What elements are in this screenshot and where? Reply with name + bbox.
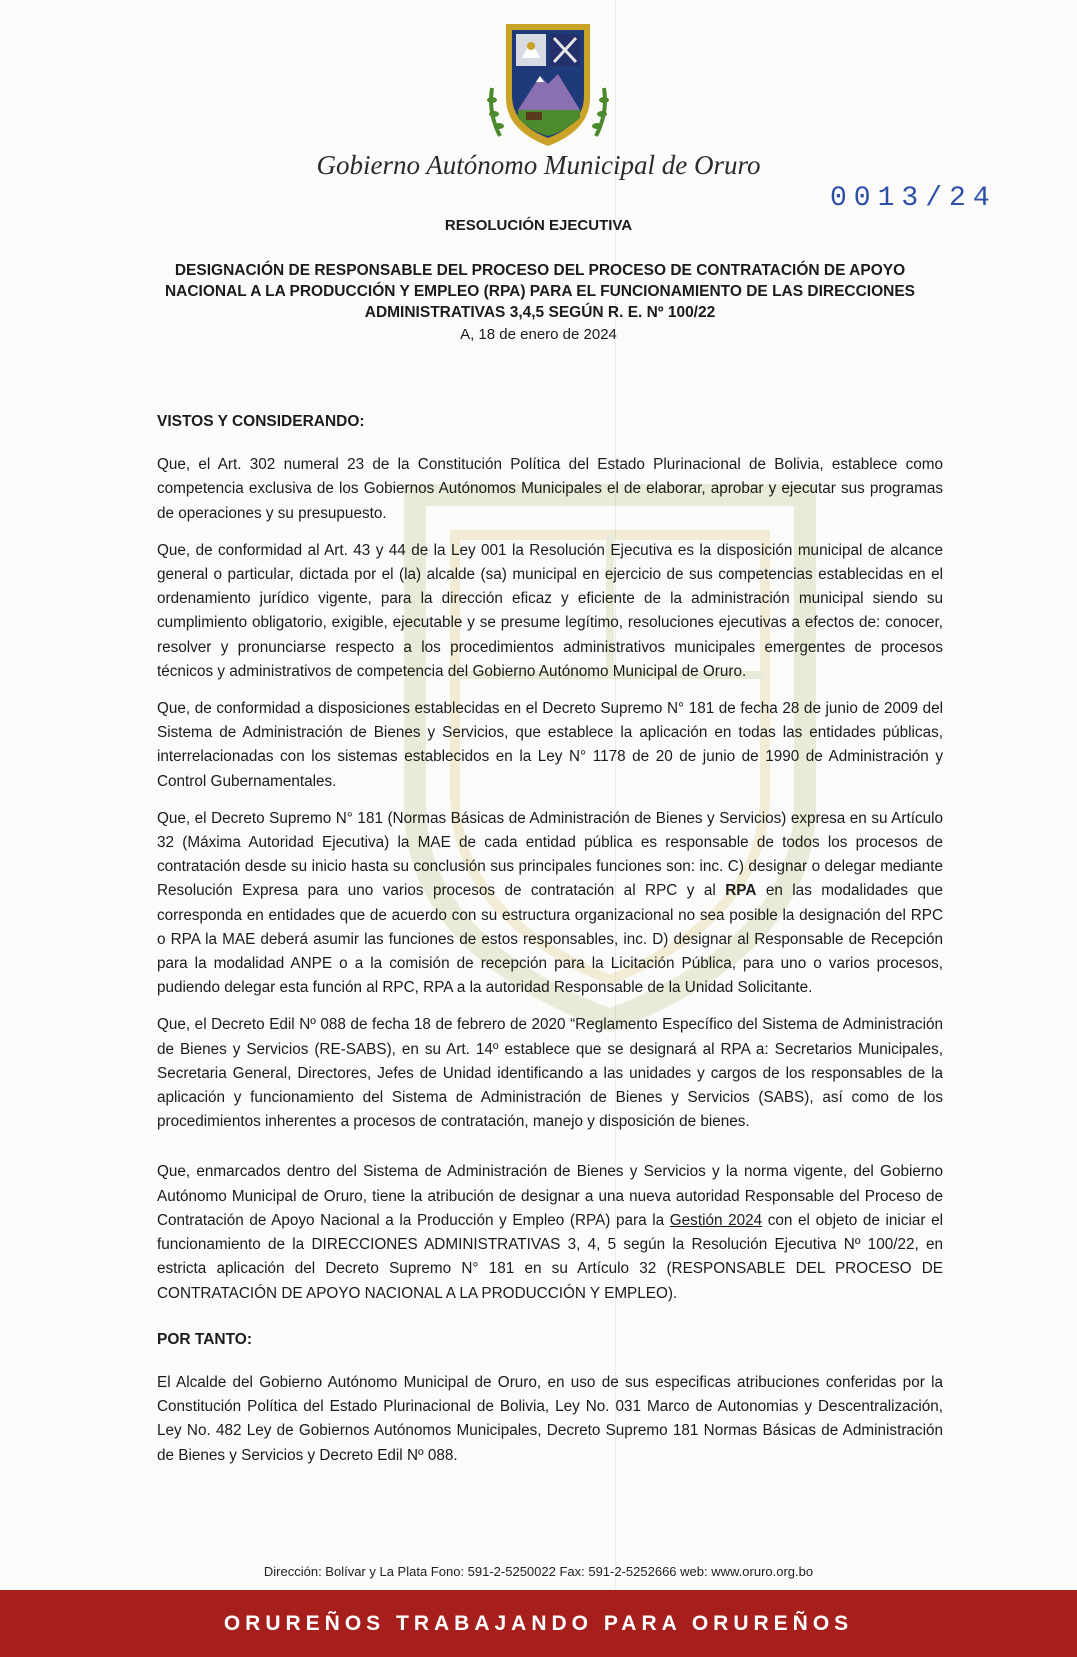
municipal-coat-of-arms-icon (482, 18, 614, 158)
organization-name: Gobierno Autónomo Municipal de Oruro (316, 150, 761, 180)
paragraph (157, 1160, 943, 1305)
paragraph-text: Que, el Decreto Supremo N° 181 (Normas Básicas de Administración de Bienes y Servicios) expresa en su Artículo 32 (Máxima Autoridad Ejecutiva) la MAE de cada entidad pública es responsable de todos los procesos de contratación desde su inicio hasta su conclusión sus principales funciones son: inc. C) designar o delegar mediante Resolución Expresa para uno varios procesos de contratación al RPC y al (157, 809, 943, 900)
paragraph-text: Que, enmarcados dentro del Sistema de Administración de Bienes y Servicios y la norma vigente, del Gobierno Autónomo Municipal de Oruro, tiene la atribución de designar a una nueva autoridad Responsable del Proceso de Contratación de Apoyo Nacional a la Producción y Empleo (RPA) para la (157, 1163, 943, 1229)
footer-address: Dirección: Bolívar y La Plata Fono: 591-2-5250022 Fax: 591-2-5252666 web: www.oruro.org.bo (263, 1564, 814, 1579)
resolution-body (157, 410, 943, 1481)
footer-slogan-band (0, 1590, 1077, 1657)
subject-line: DESIGNACIÓN DE RESPONSABLE DEL PROCESO DEL PROCESO DE CONTRATACIÓN DE APOYO (174, 262, 906, 279)
section-title-vistos: VISTOS Y CONSIDERANDO: (157, 413, 365, 430)
paragraph (157, 807, 943, 1001)
underlined-term-gestion: Gestión 2024 (669, 1211, 763, 1229)
paragraph: Que, de conformidad a disposiciones establecidas en el Decreto Supremo N° 181 de fecha 28 de junio de 2009 del Sistema de Administración de Bienes y Servicios, que establece la aplicación en todas las entidades públicas, interrelacionadas con los sistemas establecidos en la Ley N° 1178 de 20 de junio de 1990 de Administración y Control Gubernamentales. (157, 700, 943, 790)
paragraph-text: con el objeto de iniciar el funcionamiento de la DIRECCIONES ADMINISTRATIVAS 3, 4, 5 según la Resolución Ejecutiva Nº 100/22, en estricta aplicación del Decreto Supremo N° 181 en su Artículo 32 (RESPONSABLE DEL PROCESO DE CONTRATACIÓN DE APOYO NACIONAL A LA PRODUCCIÓN Y EMPLEO). (157, 1211, 943, 1302)
subject-line: ADMINISTRATIVAS 3,4,5 SEGÚN R. E. Nº 100/22 (364, 304, 716, 321)
section-title-por-tanto: POR TANTO: (157, 1330, 253, 1348)
date-line: A, 18 de enero de 2024 (460, 326, 617, 343)
paragraph-text: en las modalidades que corresponda en entidades que de acuerdo con su estructura organizacional no sea posible la designación del RPC o RPA la MAE deberá asumir las funciones de estos responsables, inc. D) designar al Responsable de Recepción para la modalidad ANPE o a la comisión de recepción para la Licitación Pública, para uno o varios procesos, pudiendo delegar esta función al RPC, RPA a la autoridad Responsable de la Unidad Solicitante. (157, 882, 943, 997)
subject-line: NACIONAL A LA PRODUCCIÓN Y EMPLEO (RPA) PARA EL FUNCIONAMIENTO DE LAS DIRECCIONES (164, 283, 916, 300)
resolution-subject (160, 260, 920, 323)
document-type-heading: RESOLUCIÓN EJECUTIVA (444, 217, 633, 234)
paragraph: Que, el Art. 302 numeral 23 de la Constitución Política del Estado Plurinacional de Bolivia, establece como competencia exclusiva de los Gobiernos Autónomos Municipales el de elaborar, aprobar y ejecutar sus programas de operaciones y su presupuesto. (157, 456, 943, 522)
paragraph: El Alcalde del Gobierno Autónomo Municipal de Oruro, en uso de sus especificas atribuciones conferidas por la Constitución Política del Estado Plurinacional de Bolivia, Ley No. 031 Marco de Autonomias y Descentralización, Ley No. 482 Ley de Gobiernos Autónomos Municipales, Decreto Supremo 181 Normas Básicas de Administración de Bienes y Servicios y Decreto Edil Nº 088. (157, 1373, 943, 1464)
paragraph: Que, de conformidad al Art. 43 y 44 de la Ley 001 la Resolución Ejecutiva es la disposición municipal de alcance general o particular, dictada por el (la) alcalde (sa) municipal en ejercicio de sus competencias establecidas en el ordenamiento jurídico vigente, para la dirección eficaz y eficiente de la administración municipal siendo su cumplimiento obligatorio, exigible, ejecutable y se presume legítimo, resoluciones ejecutivas a efectos de: conocer, resolver y pronunciarse respecto a los procedimientos administrativos municipales emergentes de procesos técnicos y administrativos de competencia del Gobierno Autónomo Municipal de Oruro. (157, 541, 943, 680)
paragraph: Que, el Decreto Edil Nº 088 de fecha 18 de febrero de 2020 “Reglamento Específico del Sistema de Administración de Bienes y Servicios (RE-SABS), en su Art. 14º establece que se designará al RPA a: Secretarios Municipales, Secretaria General, Directores, Jefes de Unidad identificando a las unidades y cargos de los responsables de la aplicación y funcionamiento del Sistema de Administración de Bienes y Servicios (SABS), así como de los procedimientos inherentes a procesos de contratación, manejo y disposición de bienes. (157, 1016, 943, 1131)
registration-number-stamp: 0013/24 (830, 183, 997, 214)
bold-term-rpa: RPA (725, 882, 757, 900)
footer-slogan: ORUREÑOS TRABAJANDO PARA ORUREÑOS (223, 1612, 854, 1635)
